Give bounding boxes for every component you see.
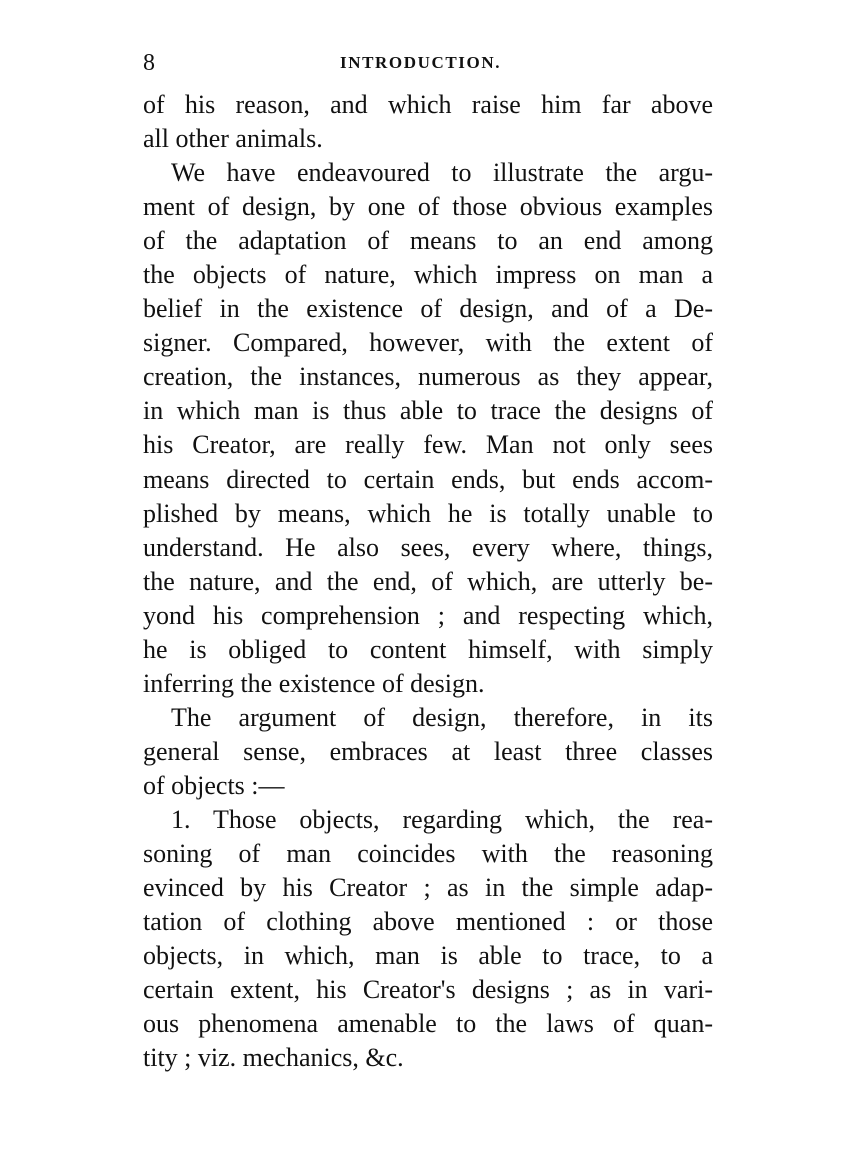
text-line: inferring the existence of design. bbox=[143, 668, 485, 698]
text-line: evinced by his Creator ; as in the simple adap- bbox=[143, 873, 713, 903]
text-line: in which man is thus able to trace the designs of bbox=[143, 396, 713, 426]
text-line: 1. Those objects, regarding which, the rea- bbox=[171, 804, 713, 834]
text-line: We have endeavoured to illustrate the argu- bbox=[171, 158, 713, 188]
text-line: tity ; viz. mechanics, &c. bbox=[143, 1043, 404, 1073]
text-line: ment of design, by one of those obvious examples bbox=[143, 192, 713, 222]
text-line: ous phenomena amenable to the laws of quan- bbox=[143, 1009, 713, 1039]
text-line: tation of clothing above mentioned : or those bbox=[143, 907, 713, 937]
text-line: objects, in which, man is able to trace, to a bbox=[143, 941, 713, 971]
page-number: 8 bbox=[143, 50, 155, 76]
text-line: understand. He also sees, every where, things, bbox=[143, 532, 713, 562]
text-line: general sense, embraces at least three classes bbox=[143, 736, 713, 766]
text-line: The argument of design, therefore, in its bbox=[171, 702, 713, 732]
text-line: of his reason, and which raise him far above bbox=[143, 90, 713, 119]
text-line: signer. Compared, however, with the extent of bbox=[143, 328, 713, 358]
running-head: INTRODUCTION. bbox=[340, 53, 502, 72]
text-line: yond his comprehension ; and respecting which, bbox=[143, 600, 713, 630]
page-header bbox=[143, 48, 710, 78]
text-line: plished by means, which he is totally unable to bbox=[143, 498, 713, 528]
text-line: the nature, and the end, of which, are utterly be- bbox=[143, 566, 713, 596]
text-line: creation, the instances, numerous as they appear, bbox=[143, 362, 713, 392]
text-line: of the adaptation of means to an end among bbox=[143, 226, 713, 256]
text-line: of objects :— bbox=[143, 770, 285, 800]
text-line: his Creator, are really few. Man not only sees bbox=[143, 430, 713, 460]
text-line: the objects of nature, which impress on man a bbox=[143, 260, 713, 290]
body-text bbox=[143, 88, 713, 1075]
text-line: soning of man coincides with the reasoning bbox=[143, 839, 713, 869]
text-line: he is obliged to content himself, with simply bbox=[143, 634, 713, 664]
text-line: all other animals. bbox=[143, 124, 323, 154]
text-line: certain extent, his Creator's designs ; as in vari- bbox=[143, 975, 713, 1005]
text-line: belief in the existence of design, and of a De- bbox=[143, 294, 713, 324]
text-line: means directed to certain ends, but ends accom- bbox=[143, 464, 713, 494]
